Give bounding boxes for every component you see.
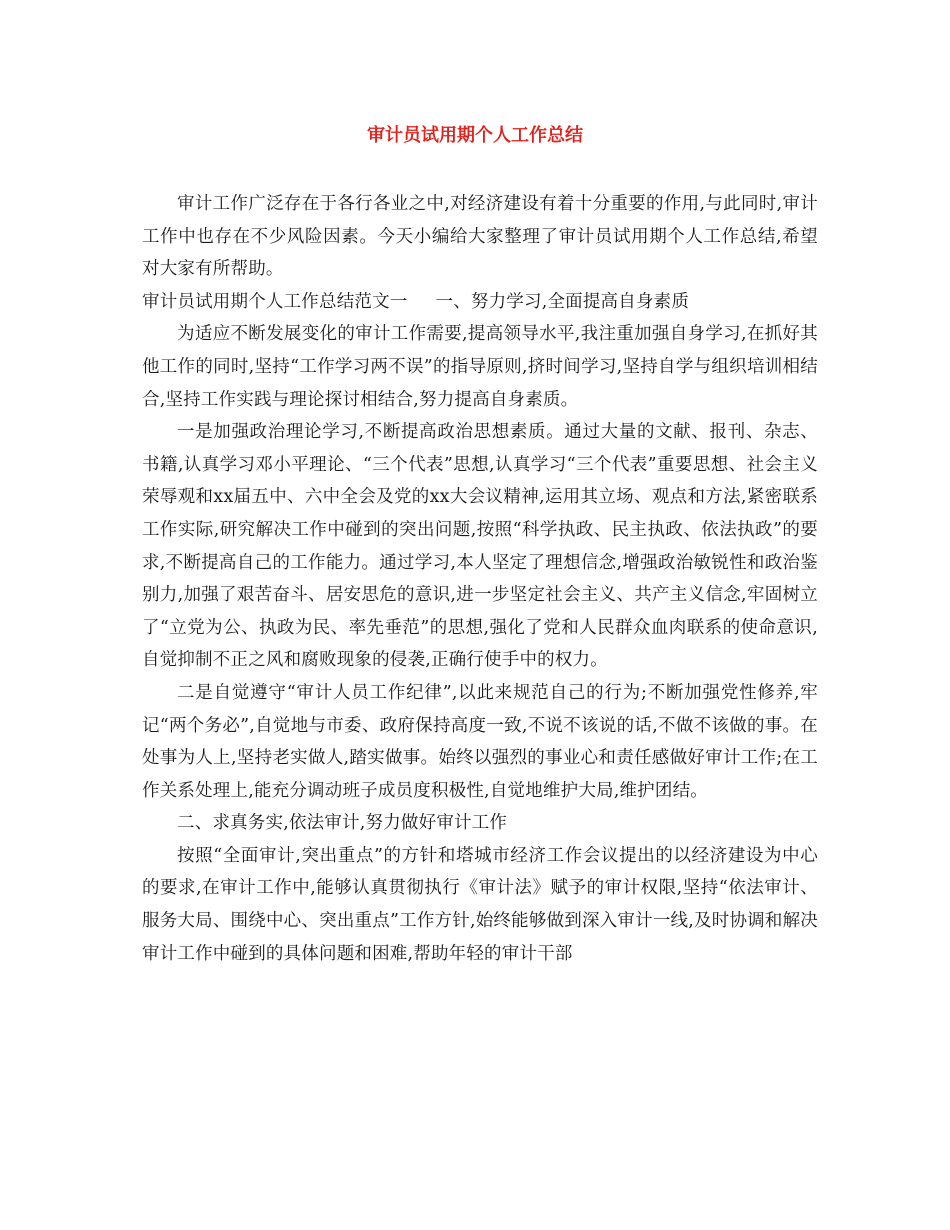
intro-paragraph: 审计工作广泛存在于各行各业之中,对经济建设有着十分重要的作用,与此同时,审计工作中也存在不少风险因素。今天小编给大家整理了审计员试用期个人工作总结,希望对大家有所帮助。	[142, 194, 818, 280]
section-1-paragraph: 为适应不断发展变化的审计工作需要,提高领导水平,我注重加强自身学习,在抓好其他工作的同时,坚持“工作学习两不误”的指导原则,挤时间学习,坚持自学与组织培训相结合,坚持工作实践与理论探讨相结合,努力提高自身素质。	[142, 324, 818, 410]
document-body	[142, 188, 818, 970]
document-title: 审计员试用期个人工作总结	[367, 125, 583, 146]
section-2-paragraph: 按照“全面审计,突出重点”的方针和塔城市经济工作会议提出的以经济建设为中心的要求,在审计工作中,能够认真贯彻执行《审计法》赋予的审计权限,坚持“依法审计、服务大局、围绕中心、突出重点”工作方针,始终能够做到深入审计一线,及时协调和解决审计工作中碰到的具体问题和困难,帮助年轻的审计干部	[142, 845, 818, 964]
section-1-heading: 一、努力学习,全面提高自身素质	[435, 291, 690, 312]
sample-heading-line	[142, 286, 818, 319]
point-1-paragraph: 一是加强政治理论学习,不断提高政治思想素质。通过大量的文献、报刊、杂志、书籍,认真学习邓小平理论、“三个代表”思想,认真学习“三个代表”重要思想、社会主义荣辱观和xx届五中、六中全会及党的xx大会议精神,运用其立场、观点和方法,紧密联系工作实际,研究解决工作中碰到的突出问题,按照“科学执政、民主执政、依法执政”的要求,不断提高自己的工作能力。通过学习,本人坚定了理想信念,增强政治敏锐性和政治鉴别力,加强了艰苦奋斗、居安思危的意识,进一步坚定社会主义、共产主义信念,牢固树立了“立党为公、执政为民、率先垂范”的思想,强化了党和人民群众血肉联系的使命意识,自觉抑制不正之风和腐败现象的侵袭,正确行使手中的权力。	[142, 422, 818, 671]
point-2-paragraph: 二是自觉遵守“审计人员工作纪律”,以此来规范自己的行为;不断加强党性修养,牢记“两个务必”,自觉地与市委、政府保持高度一致,不说不该说的话,不做不该做的事。在处事为人上,坚持老实做人,踏实做事。始终以强烈的事业心和责任感做好审计工作;在工作关系处理上,能充分调动班子成员度积极性,自觉地维护大局,维护团结。	[142, 682, 818, 801]
sample-label: 审计员试用期个人工作总结范文一	[142, 291, 408, 312]
section-2-heading: 二、求真务实,依法审计,努力做好审计工作	[177, 813, 508, 834]
